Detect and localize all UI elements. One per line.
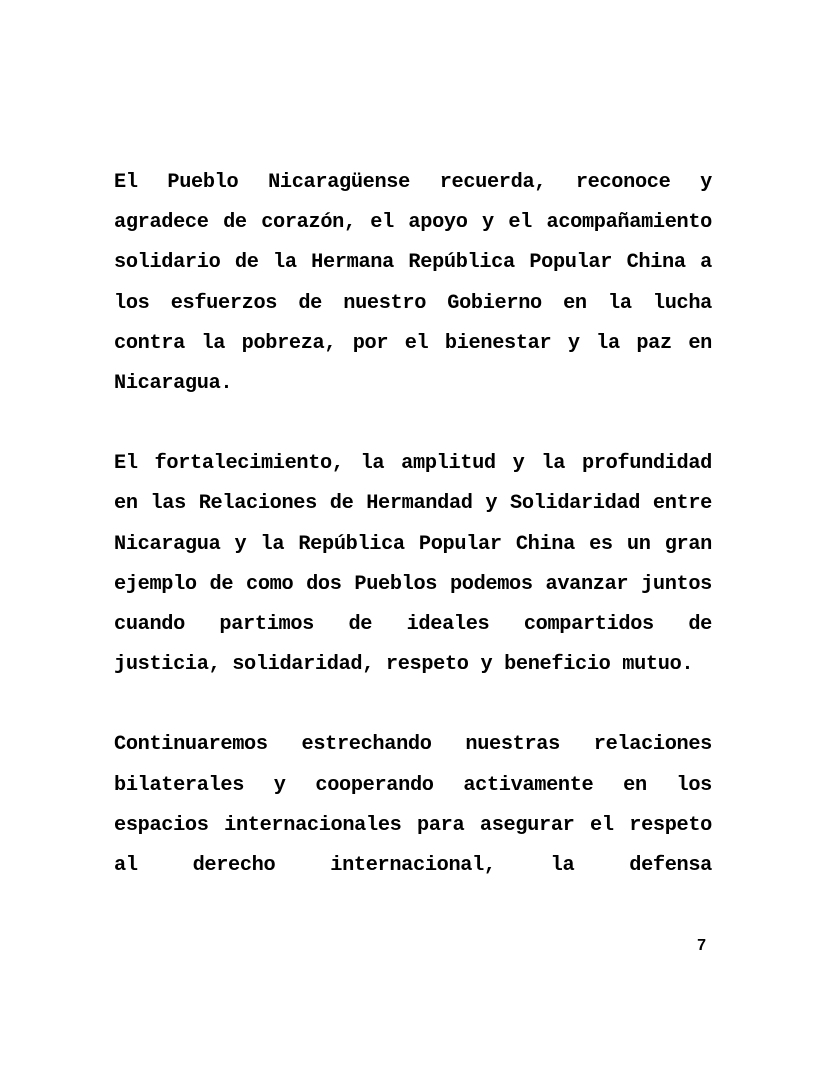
document-body [114,163,712,886]
page-number: 7 [697,937,706,954]
paragraph-3: Continuaremos estrechando nuestras relaciones bilaterales y cooperando activamente en los espacios internacionales para asegurar el respeto al derecho internacional, la defensa [114,733,712,878]
paragraph-1: El Pueblo Nicaragüense recuerda, reconoce y agradece de corazón, el apoyo y el acompañamiento solidario de la Hermana República Popular China a los esfuerzos de nuestro Gobierno en la lucha contra la pobreza, por el bienestar y la paz en Nicaragua. [114,171,712,396]
paragraph-2: El fortalecimiento, la amplitud y la profundidad en las Relaciones de Hermandad y Solidaridad entre Nicaragua y la República Popular China es un gran ejemplo de como dos Pueblos podemos avanzar juntos cuando partimos de ideales compartidos de justicia, solidaridad, respeto y beneficio mutuo. [114,452,712,677]
